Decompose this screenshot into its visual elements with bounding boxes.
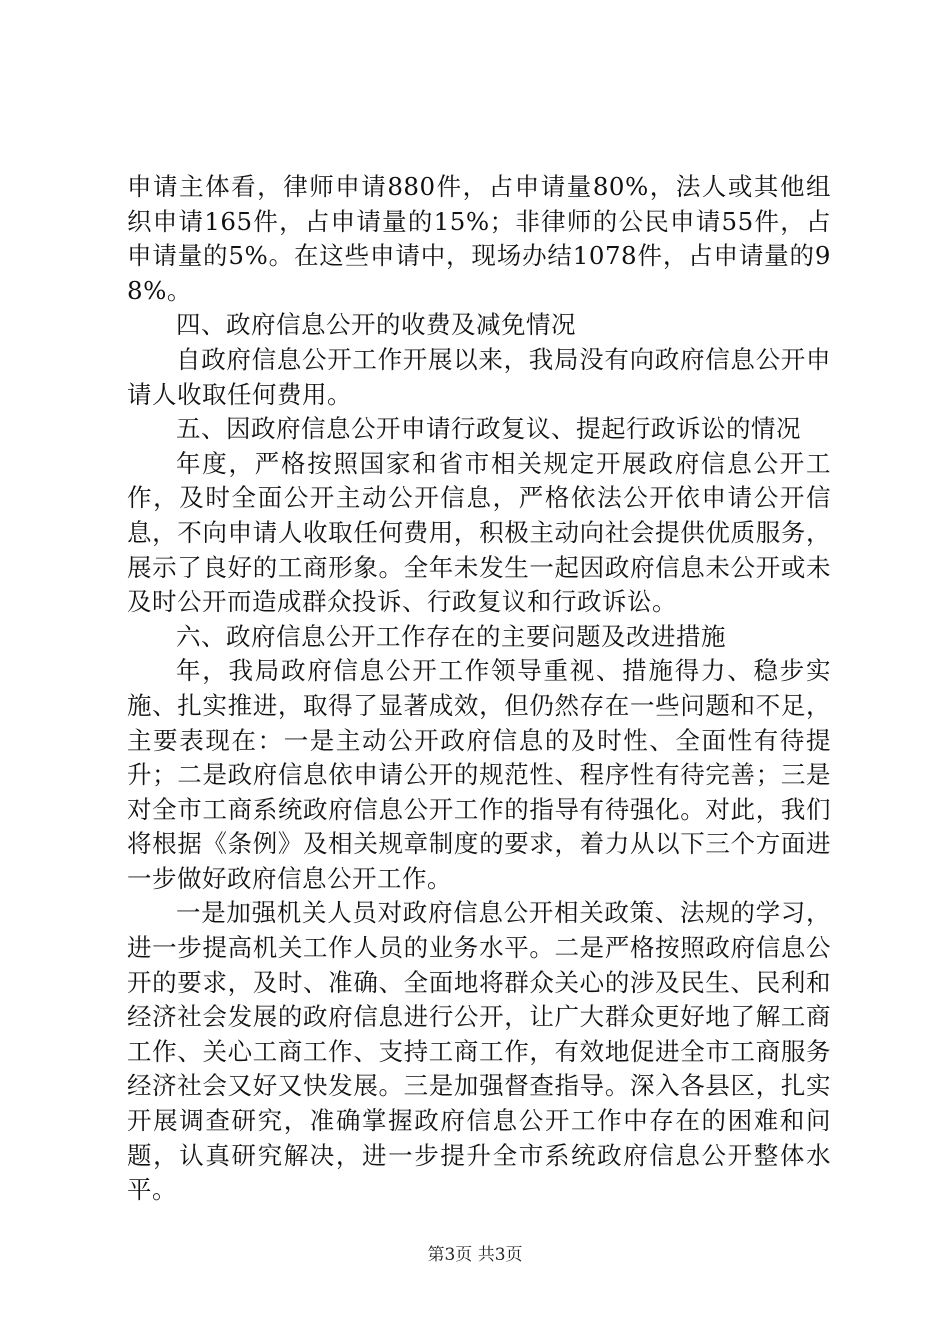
paragraph-applicant-stats: 申请主体看，律师申请880件，占申请量80%，法人或其他组织申请165件，占申请量的15%；非律师的公民申请55件，占申请量的5%。在这些申请中，现场办结1078件，占申请量的98%。 (127, 172, 831, 305)
heading-section-4: 四、政府信息公开的收费及减免情况 (176, 310, 576, 340)
paragraph-review-litigation: 年度，严格按照国家和省市相关规定开展政府信息公开工作，及时全面公开主动公开信息，严格依法公开依申请公开信息，不向申请人收取任何费用，积极主动向社会提供优质服务，展示了良好的工商形象。全年未发生一起因政府信息未公开或未及时公开而造成群众投诉、行政复议和行政诉讼。 (127, 448, 831, 617)
document-body (127, 170, 831, 1208)
heading-section-5: 五、因政府信息公开申请行政复议、提起行政诉讼的情况 (176, 414, 801, 444)
paragraph-problems: 年，我局政府信息公开工作领导重视、措施得力、稳步实施、扎实推进，取得了显著成效，但仍然存在一些问题和不足，主要表现在：一是主动公开政府信息的及时性、全面性有待提升；二是政府信息依申请公开的规范性、程序性有待完善；三是对全市工商系统政府信息公开工作的指导有待强化。对此，我们将根据《条例》及相关规章制度的要求，着力从以下三个方面进一步做好政府信息公开工作。 (127, 656, 831, 893)
heading-section-6: 六、政府信息公开工作存在的主要问题及改进措施 (176, 621, 726, 651)
paragraph-fees: 自政府信息公开工作开展以来，我局没有向政府信息公开申请人收取任何费用。 (127, 344, 831, 409)
page-number-footer: 第3页 共3页 (427, 1245, 523, 1265)
paragraph-measures: 一是加强机关人员对政府信息公开相关政策、法规的学习，进一步提高机关工作人员的业务水平。二是严格按照政府信息公开的要求，及时、准确、全面地将群众关心的涉及民生、民利和经济社会发展的政府信息进行公开，让广大群众更好地了解工商工作、关心工商工作、支持工商工作，有效地促进全市工商服务经济社会又好又快发展。三是加强督查指导。深入各县区，扎实开展调查研究，准确掌握政府信息公开工作中存在的困难和问题，认真研究解决，进一步提升全市系统政府信息公开整体水平。 (127, 898, 831, 1205)
